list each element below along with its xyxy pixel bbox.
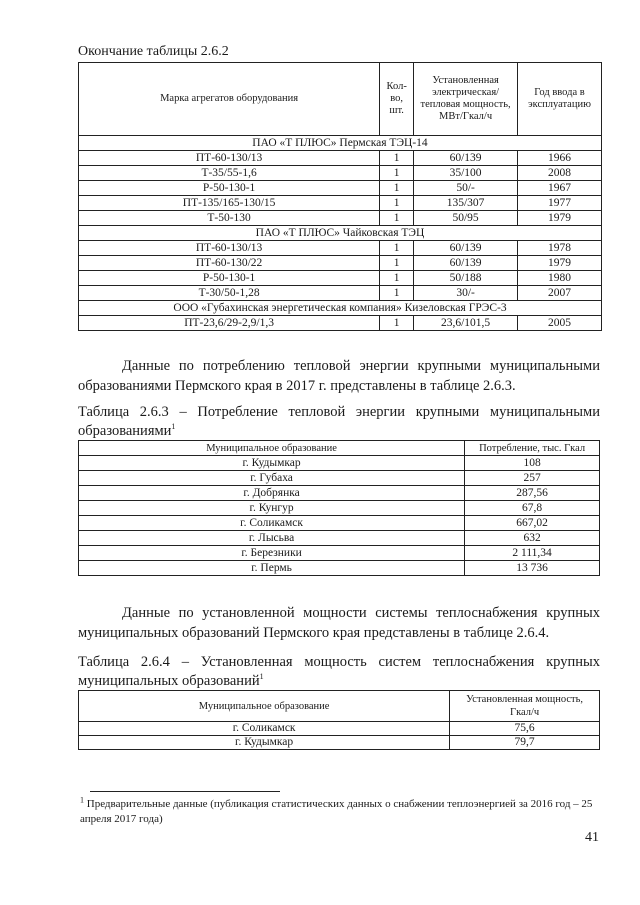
cell-power: 23,6/101,5: [414, 316, 518, 331]
cell-count: 1: [380, 271, 414, 286]
table-row: [79, 456, 600, 471]
cell-consumption: 108: [465, 456, 600, 471]
page-number: 41: [585, 830, 599, 845]
table-row: [79, 546, 600, 561]
cell-year: 2005: [518, 316, 602, 331]
cell-mark: ПТ-60-130/13: [79, 151, 380, 166]
cell-year: 1979: [518, 211, 602, 226]
cell-count: 1: [380, 196, 414, 211]
table-2-6-3-caption: Таблица 2.6.3 – Потребление тепловой энергии крупными муниципальными образованиями$^1$: [78, 404, 600, 439]
table-continuation-caption: Окончание таблицы 2.6.2: [78, 44, 229, 59]
table-row: [79, 561, 600, 576]
footnote-text: Предварительные данные (публикация статистических данных о снабжении теплоэнергией за 2016 год – 25 апреля 2017 года): [80, 798, 593, 825]
cell-capacity: 75,6: [450, 722, 600, 736]
cell-municipality: г. Кудымкар: [79, 456, 465, 471]
cell-power: 50/95: [414, 211, 518, 226]
cell-mark: Р-50-130-1: [79, 181, 380, 196]
cell-power: 60/139: [414, 241, 518, 256]
cell-count: 1: [380, 256, 414, 271]
cell-consumption: 13 736: [465, 561, 600, 576]
cell-count: 1: [380, 286, 414, 301]
table-2-6-3: [78, 440, 600, 576]
cell-municipality: г. Кунгур: [79, 501, 465, 516]
paragraph-capacity-intro: Данные по установленной мощности системы теплоснабжения крупных муниципальных образований Пермского края представлены в таблице 2.6.4.: [78, 605, 600, 641]
header-consumption: Потребление, тыс. Гкал: [465, 441, 600, 456]
group-row: [79, 301, 602, 316]
cell-mark: ПТ-135/165-130/15: [79, 196, 380, 211]
cell-count: 1: [380, 151, 414, 166]
group-row: [79, 136, 602, 151]
cell-year: 1980: [518, 271, 602, 286]
table-header-row: [79, 691, 600, 722]
cell-year: 1979: [518, 256, 602, 271]
table-header-row: [79, 441, 600, 456]
table-row: [79, 256, 602, 271]
footnote-separator: [90, 791, 280, 792]
cell-count: 1: [380, 241, 414, 256]
table-row: [79, 531, 600, 546]
cell-year: 2007: [518, 286, 602, 301]
header-count: Кол-во, шт.: [380, 63, 414, 136]
table-row: [79, 166, 602, 181]
table-2-6-4: [78, 690, 600, 750]
header-year: Год ввода в эксплуатацию: [518, 63, 602, 136]
group-title: ПАО «Т ПЛЮС» Пермская ТЭЦ-14: [79, 136, 602, 151]
cell-power: 50/188: [414, 271, 518, 286]
cell-municipality: г. Соликамск: [79, 516, 465, 531]
cell-municipality: г. Добрянка: [79, 486, 465, 501]
cell-municipality: г. Соликамск: [79, 722, 450, 736]
cell-municipality: г. Губаха: [79, 471, 465, 486]
table-row: [79, 181, 602, 196]
cell-consumption: 287,56: [465, 486, 600, 501]
cell-municipality: г. Пермь: [79, 561, 465, 576]
table-row: [79, 316, 602, 331]
table-row: [79, 722, 600, 736]
cell-year: 1966: [518, 151, 602, 166]
cell-count: 1: [380, 181, 414, 196]
cell-year: 1967: [518, 181, 602, 196]
header-power: Установленная электрическая/ тепловая мощность, МВт/Гкал/ч: [414, 63, 518, 136]
cell-power: 35/100: [414, 166, 518, 181]
table-row: [79, 736, 600, 750]
table-row: [79, 241, 602, 256]
table-row: [79, 471, 600, 486]
cell-power: 135/307: [414, 196, 518, 211]
table-2-6-2: [78, 62, 602, 331]
cell-mark: ПТ-60-130/13: [79, 241, 380, 256]
header-municipality: Муниципальное образование: [79, 441, 465, 456]
cell-power: 60/139: [414, 151, 518, 166]
table-row: [79, 271, 602, 286]
cell-year: 1978: [518, 241, 602, 256]
cell-consumption: 257: [465, 471, 600, 486]
cell-count: 1: [380, 166, 414, 181]
table-row: [79, 151, 602, 166]
cell-power: 60/139: [414, 256, 518, 271]
cell-municipality: г. Березники: [79, 546, 465, 561]
table-row: [79, 486, 600, 501]
header-mark: Марка агрегатов оборудования: [79, 63, 380, 136]
cell-mark: Т-50-130: [79, 211, 380, 226]
paragraph-consumption-intro: Данные по потреблению тепловой энергии крупными муниципальными образованиями Пермского края в 2017 г. представлены в таблице 2.6.3.: [78, 358, 600, 394]
cell-mark: ПТ-60-130/22: [79, 256, 380, 271]
table-header-row: [79, 63, 602, 136]
footnote-mark: 1: [80, 795, 84, 805]
table-row: [79, 286, 602, 301]
table-row: [79, 196, 602, 211]
cell-mark: Т-30/50-1,28: [79, 286, 380, 301]
cell-municipality: г. Лысьва: [79, 531, 465, 546]
cell-power: 30/-: [414, 286, 518, 301]
cell-municipality: г. Кудымкар: [79, 736, 450, 750]
cell-year: 2008: [518, 166, 602, 181]
cell-year: 1977: [518, 196, 602, 211]
cell-consumption: 2 111,34: [465, 546, 600, 561]
cell-power: 50/-: [414, 181, 518, 196]
table-row: [79, 211, 602, 226]
cell-capacity: 79,7: [450, 736, 600, 750]
cell-mark: ПТ-23,6/29-2,9/1,3: [79, 316, 380, 331]
cell-mark: Т-35/55-1,6: [79, 166, 380, 181]
group-row: [79, 226, 602, 241]
cell-count: 1: [380, 316, 414, 331]
table-row: [79, 516, 600, 531]
header-capacity: Установленная мощность, Гкал/ч: [450, 691, 600, 722]
cell-consumption: 632: [465, 531, 600, 546]
cell-consumption: 67,8: [465, 501, 600, 516]
footnote: [80, 797, 600, 827]
cell-consumption: 667,02: [465, 516, 600, 531]
group-title: ООО «Губахинская энергетическая компания» Кизеловская ГРЭС-3: [79, 301, 602, 316]
cell-mark: Р-50-130-1: [79, 271, 380, 286]
table-row: [79, 501, 600, 516]
cell-count: 1: [380, 211, 414, 226]
header-municipality: Муниципальное образование: [79, 691, 450, 722]
table-2-6-4-caption: Таблица 2.6.4 – Установленная мощность систем теплоснабжения крупных муниципальных образований$^1$: [78, 654, 600, 689]
group-title: ПАО «Т ПЛЮС» Чайковская ТЭЦ: [79, 226, 602, 241]
